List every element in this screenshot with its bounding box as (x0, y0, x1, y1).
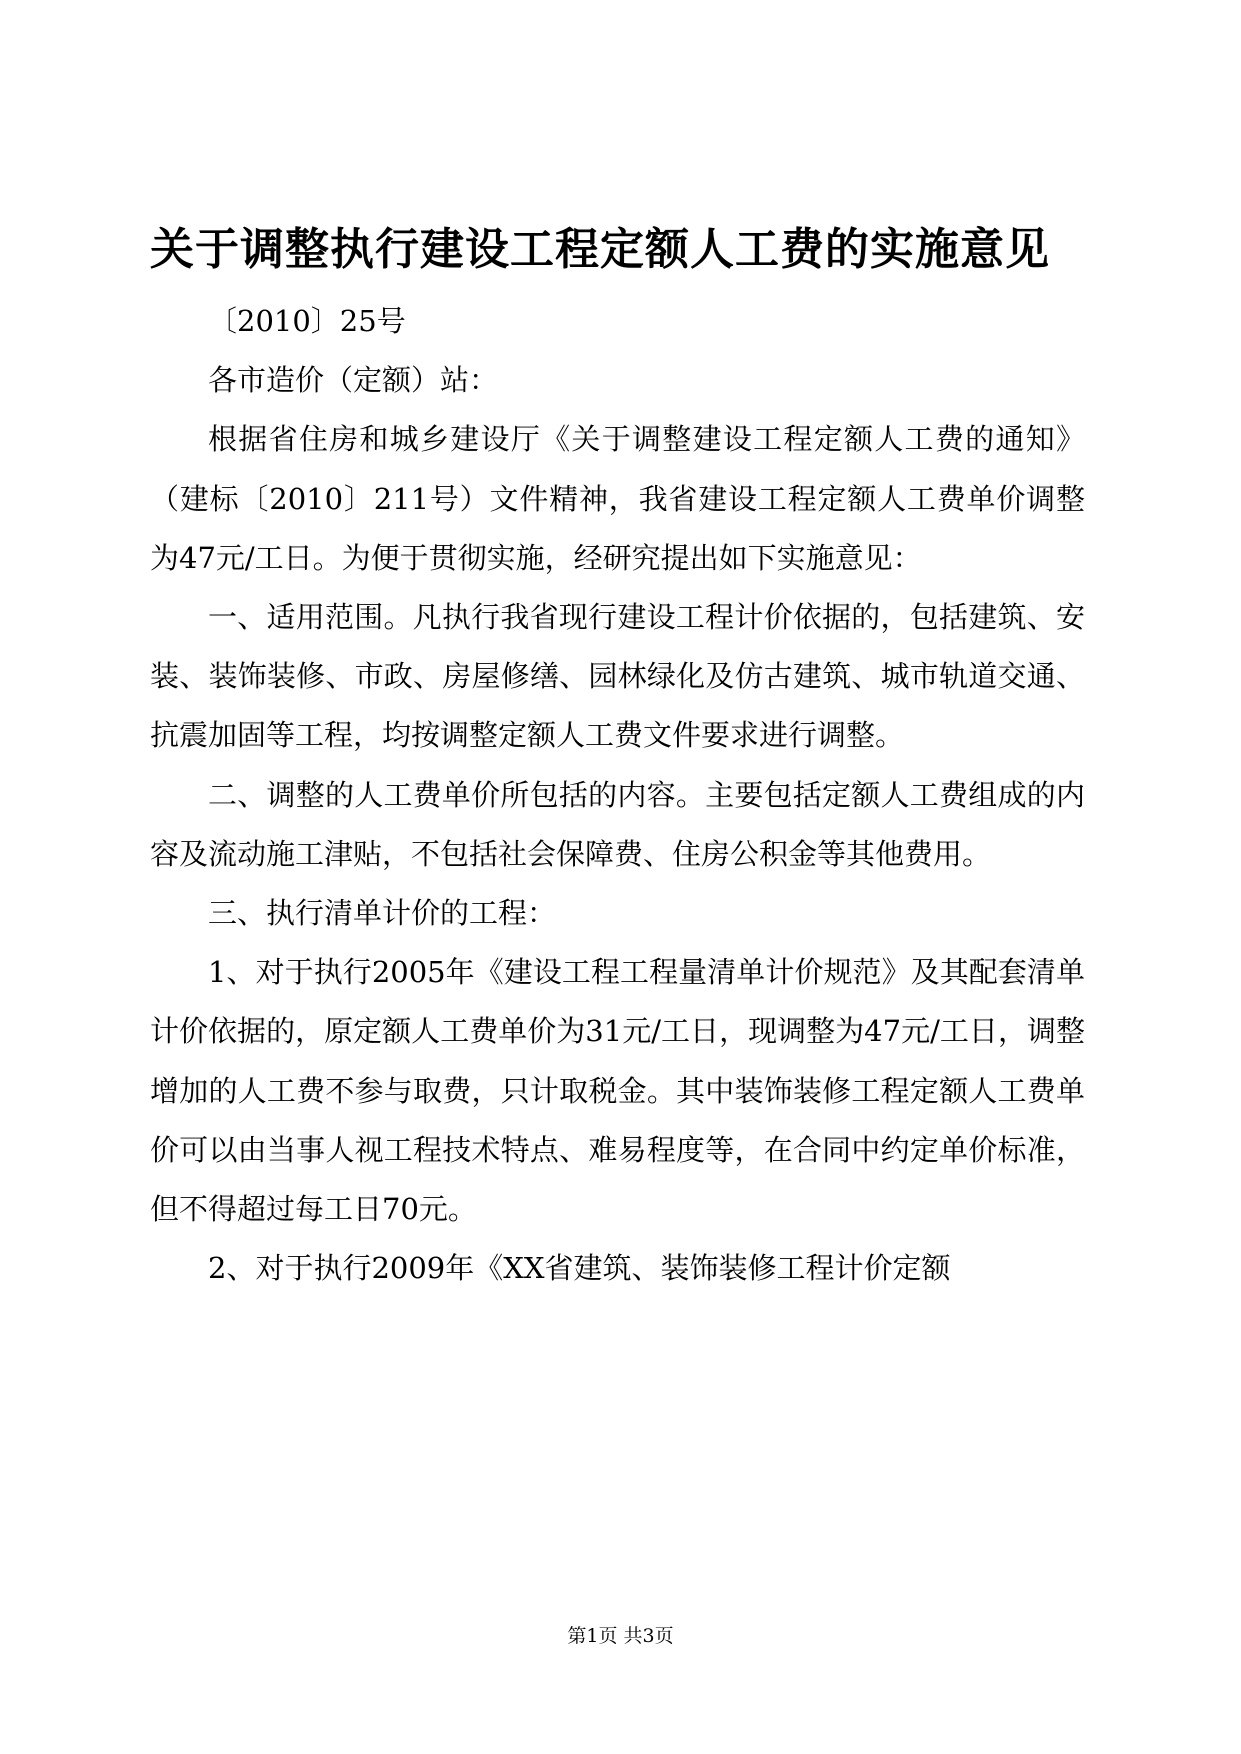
paragraph: 2、对于执行2009年《XX省建筑、装饰装修工程计价定额 (208, 1251, 951, 1286)
paragraph: 根据省住房和城乡建设厅《关于调整建设工程定额人工费的通知》（建标〔2010〕211号）文件精神，我省建设工程定额人工费单价调整为47元/工日。为便于贯彻实施，经研究提出如下实施意见： (150, 422, 1085, 575)
document-title: 关于调整执行建设工程定额人工费的实施意见 (150, 224, 1050, 275)
paragraph: 二、调整的人工费单价所包括的内容。主要包括定额人工费组成的内容及流动施工津贴，不包括社会保障费、住房公积金等其他费用。 (150, 777, 1085, 871)
paragraph: 三、执行清单计价的工程： (208, 896, 557, 931)
paragraph: 一、适用范围。凡执行我省现行建设工程计价依据的，包括建筑、安装、装饰装修、市政、房屋修缮、园林绿化及仿古建筑、城市轨道交通、抗震加固等工程，均按调整定额人工费文件要求进行调整。 (150, 600, 1085, 753)
page-footer: 第1页 共3页 (567, 1625, 674, 1647)
addressee: 各市造价（定额）站： (208, 363, 499, 398)
document-number: 〔2010〕25号 (208, 304, 406, 338)
document-body (150, 292, 1085, 1298)
paragraph: 1、对于执行2005年《建设工程工程量清单计价规范》及其配套清单计价依据的，原定额人工费单价为31元/工日，现调整为47元/工日，调整增加的人工费不参与取费，只计取税金。其中装饰装修工程定额人工费单价可以由当事人视工程技术特点、难易程度等，在合同中约定单价标准，但不得超过每工日70元。 (150, 955, 1085, 1227)
